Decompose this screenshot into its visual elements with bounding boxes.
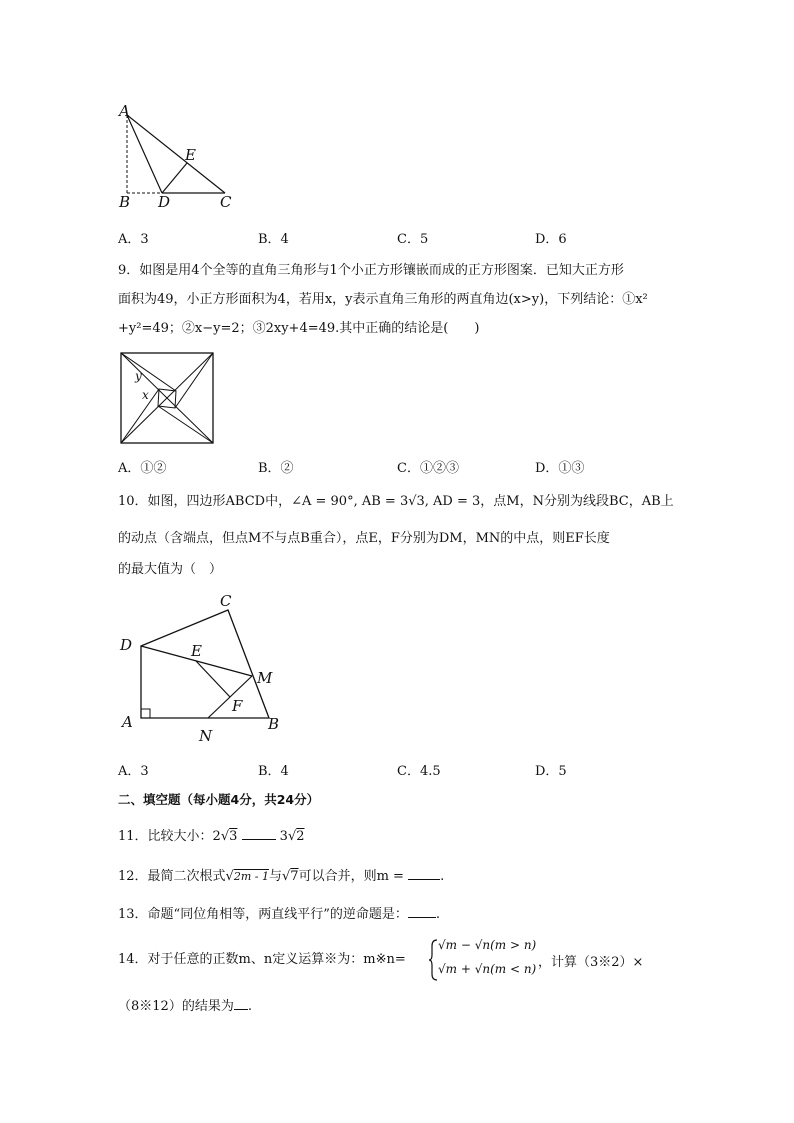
q10-text-line-1: 10．如图，四边形ABCD中，∠A = 90°, AB = 3√3, AD = 3，点M，N分别为线段BC，AB上 <box>118 494 674 509</box>
section-heading-fill-in: 二、填空题（每小题4分，共24分） <box>118 792 320 807</box>
q10-text-line-3: 的最大值为（ ） <box>118 562 223 577</box>
q9-option-c[interactable]: C．①②③ <box>397 461 459 476</box>
q14-answer-blank[interactable] <box>234 997 248 1010</box>
label-D: D <box>158 193 171 211</box>
q9-text-line-2: 面积为49，小正方形面积为4，若用x，y表示直角三角形的两直角边(x>y)，下列结论：①x² <box>118 292 648 307</box>
sqrt-icon: √ <box>287 829 297 844</box>
label-A: A <box>122 713 133 731</box>
q8-option-b[interactable]: B．4 <box>258 232 289 247</box>
q8-options <box>118 228 678 246</box>
q12-answer-blank[interactable] <box>408 867 440 880</box>
q10-option-c[interactable]: C．4.5 <box>397 764 441 779</box>
label-x: x <box>142 388 149 402</box>
q8-option-a[interactable]: A．3 <box>118 232 149 247</box>
label-C: C <box>220 592 232 610</box>
q12-suffix: 可以合并，则m = <box>298 869 404 884</box>
q8-triangle-figure <box>110 100 240 215</box>
q12-radicand-2: 7 <box>290 869 299 884</box>
q10-options <box>118 760 678 778</box>
label-C: C <box>220 193 232 211</box>
label-M: M <box>257 669 273 687</box>
sqrt-icon: √ <box>220 829 230 844</box>
q9-text-line-1: 9．如图是用4个全等的直角三角形与1个小正方形镶嵌而成的正方形图案．已知大正方形 <box>118 263 624 278</box>
q14-end: . <box>247 999 252 1014</box>
sqrt-icon: √ <box>225 869 234 884</box>
q12-end: . <box>440 869 445 884</box>
q11-prefix: 11．比较大小：2 <box>118 829 221 844</box>
q11-radicand-1: 3 <box>229 829 238 844</box>
q14-suffix: ，计算（3※2）× <box>538 955 644 970</box>
q9-options <box>118 457 678 475</box>
q13-answer-blank[interactable] <box>408 905 436 918</box>
q12-radicand-1: 2m - 1 <box>233 870 269 883</box>
q12-mid: 与 <box>268 869 282 884</box>
q9-option-d[interactable]: D．①③ <box>535 461 585 476</box>
q10-option-d[interactable]: D．5 <box>535 764 567 779</box>
q9-text-line-3: +y²=49；②x−y=2；③2xy+4=49.其中正确的结论是( ) <box>118 321 480 336</box>
sqrt-icon: √ <box>282 869 291 884</box>
q9-option-a[interactable]: A．①② <box>118 461 167 476</box>
q12-prefix: 12．最简二次根式 <box>118 869 226 884</box>
q10-quadrilateral-figure <box>112 588 292 748</box>
label-y: y <box>135 369 142 383</box>
q14-prefix: 14．对于任意的正数m、n定义运算※为：m※n= <box>118 952 406 967</box>
q8-option-c[interactable]: C．5 <box>397 232 429 247</box>
brace-icon <box>428 938 438 982</box>
q11-answer-blank[interactable] <box>242 827 276 840</box>
label-N: N <box>199 727 213 745</box>
label-F: F <box>232 697 243 715</box>
label-B: B <box>268 715 280 733</box>
label-E: E <box>191 642 202 660</box>
q10-option-b[interactable]: B．4 <box>258 764 289 779</box>
label-A: A <box>119 102 130 120</box>
q14-case-1: √m − √n(m > n) <box>438 938 537 952</box>
q14-case-2: √m + √n(m < n) <box>438 962 537 976</box>
q13-end: . <box>435 907 440 922</box>
q10-text-line-2: 的动点（含端点，但点M不与点B重合），点E，F分别为DM，MN的中点，则EF长度 <box>118 531 610 546</box>
q12-line <box>118 867 444 886</box>
q14-line2-text: （8※12）的结果为 <box>118 999 234 1014</box>
q11-line <box>118 827 305 846</box>
q13-text: 13．命题“同位角相等，两直线平行”的逆命题是： <box>118 907 408 922</box>
q13-line <box>118 905 440 924</box>
label-B: B <box>119 193 131 211</box>
label-D: D <box>120 636 133 654</box>
q11-radicand-2: 2 <box>296 829 305 844</box>
q10-option-a[interactable]: A．3 <box>118 764 149 779</box>
q9-square-figure <box>118 350 218 446</box>
q14-line-2 <box>118 997 252 1016</box>
q11-mid: 3 <box>275 829 288 844</box>
q8-option-d[interactable]: D．6 <box>535 232 567 247</box>
label-E: E <box>185 146 196 164</box>
q9-option-b[interactable]: B．② <box>258 461 294 476</box>
